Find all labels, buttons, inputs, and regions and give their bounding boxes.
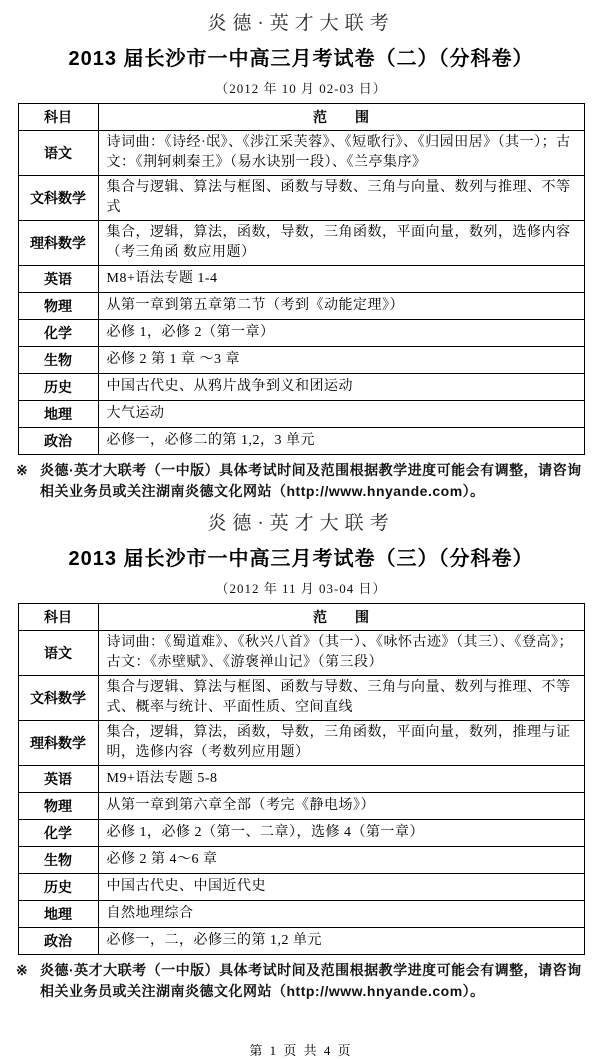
- subject-cell: 物理: [18, 293, 98, 320]
- section-exam-2: [0, 12, 602, 502]
- brand-title: 炎德·英才大联考: [207, 513, 395, 534]
- range-cell: 中国古代史、从鸦片战争到义和团运动: [98, 374, 584, 401]
- table-row: [18, 928, 584, 955]
- subject-cell: 地理: [18, 401, 98, 428]
- range-cell: 必修 1，必修 2（第一、二章），选修 4（第一章）: [98, 820, 584, 847]
- table-row: [18, 766, 584, 793]
- range-cell: 必修 2 第 4～6 章: [98, 847, 584, 874]
- schedule-table: [18, 603, 585, 955]
- table-row: [18, 176, 584, 221]
- subject-cell: 生物: [18, 347, 98, 374]
- table-header-row: [18, 604, 584, 631]
- table-row: [18, 631, 584, 676]
- exam-title: 2013 届长沙市一中高三月考试卷（二）（分科卷）: [68, 48, 534, 70]
- range-cell: 大气运动: [98, 401, 584, 428]
- subject-cell: 化学: [18, 320, 98, 347]
- column-header-subject: 科目: [18, 604, 98, 631]
- subject-cell: 历史: [18, 374, 98, 401]
- range-cell: 必修一，二，必修三的第 1,2 单元: [98, 928, 584, 955]
- subject-cell: 英语: [18, 266, 98, 293]
- subject-cell: 历史: [18, 874, 98, 901]
- schedule-table: [18, 103, 585, 455]
- reference-mark: ※: [16, 962, 29, 978]
- range-cell: M9+语法专题 5-8: [98, 766, 584, 793]
- exam-title: 2013 届长沙市一中高三月考试卷（三）（分科卷）: [68, 548, 534, 570]
- table-row: [18, 131, 584, 176]
- page-footer: 第 1 页 共 4 页: [249, 1043, 353, 1058]
- table-row: [18, 901, 584, 928]
- subject-cell: 理科数学: [18, 221, 98, 266]
- range-cell: 集合与逻辑、算法与框图、函数与导数、三角与向量、数列与推理、不等式: [98, 176, 584, 221]
- table-row: [18, 820, 584, 847]
- range-cell: 中国古代史、中国近代史: [98, 874, 584, 901]
- table-row: [18, 721, 584, 766]
- subject-cell: 地理: [18, 901, 98, 928]
- range-cell: 必修 2 第 1 章 ～3 章: [98, 347, 584, 374]
- exam-date: （2012 年 10 月 02-03 日）: [215, 81, 387, 96]
- range-cell: 集合，逻辑，算法，函数，导数，三角函数，平面向量，数列，选修内容（考三角函 数应用题）: [98, 221, 584, 266]
- subject-cell: 语文: [18, 131, 98, 176]
- adjustment-note: [16, 460, 586, 502]
- range-cell: 集合，逻辑，算法，函数，导数，三角函数，平面向量，数列，推理与证明，选修内容（考数列应用题）: [98, 721, 584, 766]
- table-row: [18, 320, 584, 347]
- subject-cell: 文科数学: [18, 676, 98, 721]
- range-cell: 诗词曲：《诗经·氓》、《涉江采芙蓉》、《短歌行》、《归园田居》（其一）；古文：《荆轲刺秦王》（易水诀别一段）、《兰亭集序》: [98, 131, 584, 176]
- table-row: [18, 221, 584, 266]
- table-row: [18, 874, 584, 901]
- brand-title: 炎德·英才大联考: [207, 13, 395, 34]
- table-header-row: [18, 104, 584, 131]
- range-cell: 诗词曲：《蜀道难》、《秋兴八首》（其一）、《咏怀古迹》（其三）、《登高》；古文：《赤壁赋》、《游褒禅山记》（第三段）: [98, 631, 584, 676]
- subject-cell: 语文: [18, 631, 98, 676]
- table-row: [18, 347, 584, 374]
- range-cell: 自然地理综合: [98, 901, 584, 928]
- table-row: [18, 676, 584, 721]
- range-cell: 必修 1，必修 2（第一章）: [98, 320, 584, 347]
- range-cell: M8+语法专题 1-4: [98, 266, 584, 293]
- subject-cell: 物理: [18, 793, 98, 820]
- table-row: [18, 266, 584, 293]
- subject-cell: 政治: [18, 928, 98, 955]
- subject-cell: 化学: [18, 820, 98, 847]
- note-text: 炎德·英才大联考（一中版）具体考试时间及范围根据教学进度可能会有调整，请咨询相关业务员或关注湖南炎德文化网站（http://www.hnyande.com）。: [40, 962, 582, 999]
- range-cell: 从第一章到第五章第二节（考到《动能定理》）: [98, 293, 584, 320]
- subject-cell: 生物: [18, 847, 98, 874]
- table-row: [18, 293, 584, 320]
- range-cell: 必修一，必修二的第 1,2，3 单元: [98, 428, 584, 455]
- table-row: [18, 428, 584, 455]
- subject-cell: 政治: [18, 428, 98, 455]
- section-exam-3: [0, 512, 602, 1002]
- subject-cell: 英语: [18, 766, 98, 793]
- reference-mark: ※: [16, 462, 29, 478]
- column-header-range: 范 围: [98, 104, 584, 131]
- table-row: [18, 401, 584, 428]
- range-cell: 从第一章到第六章全部（考完《静电场》）: [98, 793, 584, 820]
- adjustment-note: [16, 960, 586, 1002]
- column-header-range: 范 围: [98, 604, 584, 631]
- table-row: [18, 374, 584, 401]
- column-header-subject: 科目: [18, 104, 98, 131]
- subject-cell: 文科数学: [18, 176, 98, 221]
- subject-cell: 理科数学: [18, 721, 98, 766]
- table-row: [18, 847, 584, 874]
- range-cell: 集合与逻辑、算法与框图、函数与导数、三角与向量、数列与推理、不等式、概率与统计、平面性质、空间直线: [98, 676, 584, 721]
- exam-date: （2012 年 11 月 03-04 日）: [215, 581, 387, 596]
- table-row: [18, 793, 584, 820]
- note-text: 炎德·英才大联考（一中版）具体考试时间及范围根据教学进度可能会有调整，请咨询相关业务员或关注湖南炎德文化网站（http://www.hnyande.com）。: [40, 462, 582, 499]
